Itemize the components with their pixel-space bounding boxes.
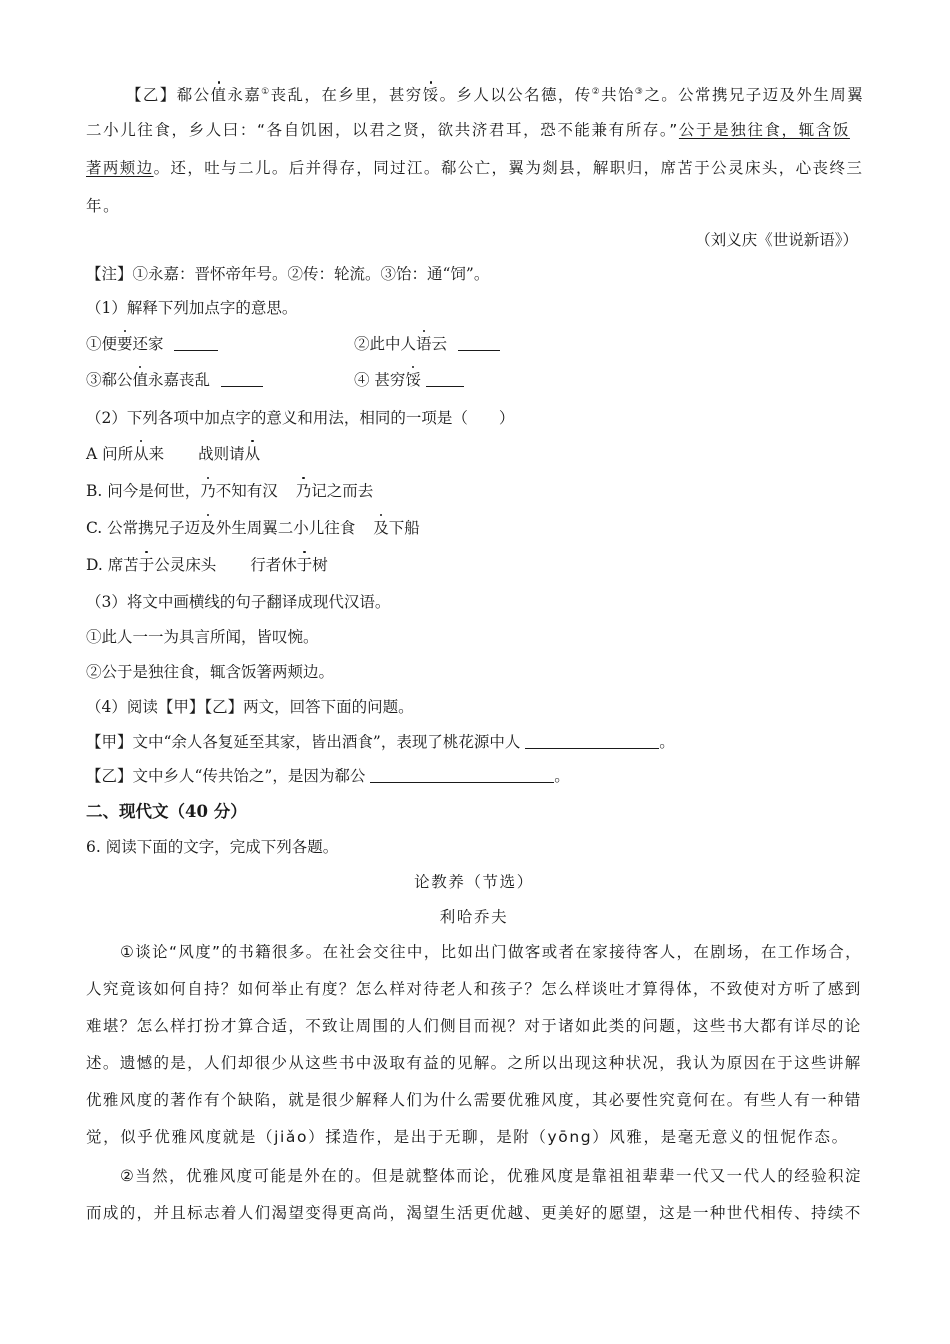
dotted-char: 及 bbox=[200, 519, 216, 537]
question-4-title: （4）阅读【甲】【乙】两文，回答下面的问题。 bbox=[86, 698, 414, 716]
answer-blank[interactable] bbox=[370, 768, 554, 783]
underlined-sentence: 著两颊边 bbox=[86, 159, 154, 177]
q4-jia: 【甲】文中“余人各复延至其家，皆出酒食”，表现了桃花源中人 。 bbox=[86, 733, 675, 751]
dotted-char: 要 bbox=[117, 335, 133, 353]
underlined-sentence: 公于是独往食，辄含饭 bbox=[678, 121, 850, 139]
answer-blank[interactable] bbox=[174, 336, 218, 351]
dotted-char: 馁 bbox=[422, 86, 440, 105]
passage-yi-line-3: 著两颊边。还，吐与二儿。后并得存，同过江。郗公亡，翼为剡县，解职归，席苫于公灵床头，心丧终三 bbox=[86, 159, 864, 177]
passage-yi-line-2: 二小儿往食，乡人曰：“各自饥困，以君之贤，欲共济君耳，恐不能兼有所存。”公于是独往食，辄含饭 bbox=[86, 121, 850, 139]
article-paragraph-2-line: ②当然，优雅风度可能是外在的。但是就整体而论，优雅风度是靠祖祖辈辈一代又一代人的经验积淀 bbox=[120, 1167, 862, 1185]
answer-blank[interactable] bbox=[458, 336, 500, 351]
article-paragraph-1-line: 优雅风度的著作有个缺陷，就是很少解释人们为什么需要优雅风度，其必要性究竟何在。有些人有一种错 bbox=[86, 1091, 862, 1109]
dotted-char: 馁 bbox=[405, 371, 421, 389]
dotted-char: 值 bbox=[132, 371, 149, 389]
q2-option-a: A 问所从来 战则请从 bbox=[86, 445, 261, 463]
q3-sentence-1: ①此人一一为具言所闻，皆叹惋。 bbox=[86, 628, 319, 646]
dotted-char: 从 bbox=[133, 445, 149, 463]
passage-yi-line-1: 【乙】郗公值永嘉①丧乱，在乡里，甚穷馁。乡人以公名德，传②共饴③之。公常携兄子迈及外生周翼 bbox=[126, 86, 864, 105]
article-paragraph-1-line: 人究竟该如何自持？如何举止有度？怎么样对待老人和孩子？怎么样谈吐才算得体，不致使对方听了感到 bbox=[86, 980, 862, 998]
question-1-title: （1）解释下列加点字的意思。 bbox=[86, 299, 298, 317]
q3-sentence-2: ②公于是独往食，辄含饭箸两颊边。 bbox=[86, 663, 335, 681]
article-paragraph-1-line: 述。遗憾的是，人们却很少从这些书中汲取有益的见解。之所以出现这种状况，我认为原因在于这些讲解 bbox=[86, 1054, 862, 1072]
article-paragraph-1-line: 觉，似乎优雅风度就是（jiǎo）揉造作，是出于无聊，是附（yōng）风雅，是毫无意义的忸怩作态。 bbox=[86, 1128, 849, 1146]
section-heading: 二、现代文（40 分） bbox=[86, 802, 247, 821]
answer-blank[interactable] bbox=[525, 734, 659, 749]
dotted-char: 乃 bbox=[295, 482, 312, 500]
dotted-char: 于 bbox=[138, 556, 155, 574]
q2-option-d: D. 席苫于公灵床头 行者休于树 bbox=[86, 556, 328, 574]
q1-item-4: ④ 甚穷馁 bbox=[354, 370, 464, 390]
question-3-title: （3）将文中画横线的句子翻译成现代汉语。 bbox=[86, 593, 391, 611]
dotted-char: 及 bbox=[373, 519, 389, 537]
answer-blank[interactable] bbox=[221, 372, 263, 387]
dotted-char: 值 bbox=[210, 86, 228, 105]
dotted-char: 乃 bbox=[200, 482, 216, 500]
dotted-char: 语 bbox=[416, 335, 432, 353]
q2-option-c: C. 公常携兄子迈及外生周翼二小儿往食 及下船 bbox=[86, 519, 420, 537]
article-paragraph-1-line: 难堪？怎么样打扮才算合适，不致让周围的人们侧目而视？对于诸如此类的问题，这些书大都有详尽的论 bbox=[86, 1017, 862, 1035]
q1-item-2: ②此中人语云 bbox=[354, 334, 500, 354]
q2-option-b: B. 问今是何世，乃不知有汉 乃记之而去 bbox=[86, 482, 374, 500]
article-paragraph-1-line: ①谈论“风度”的书籍很多。在社会交往中，比如出门做客或者在家接待客人，在剧场，在工作场合， bbox=[120, 943, 862, 961]
question-6-intro: 6. 阅读下面的文字，完成下列各题。 bbox=[86, 838, 339, 856]
notes: 【注】①永嘉：晋怀帝年号。②传：轮流。③饴：通“饲”。 bbox=[86, 265, 490, 283]
passage-source: （刘义庆《世说新语》） bbox=[695, 231, 858, 249]
article-title: 论教养（节选） bbox=[414, 873, 534, 891]
article-author: 利哈乔夫 bbox=[439, 908, 509, 926]
passage-yi-line-4: 年。 bbox=[86, 197, 121, 215]
dotted-char: 于 bbox=[296, 556, 313, 574]
q4-yi: 【乙】文中乡人“传共饴之”，是因为郗公 。 bbox=[86, 767, 570, 785]
dotted-char: 从 bbox=[244, 445, 261, 463]
q1-item-3: ③郗公值永嘉丧乱 bbox=[86, 370, 263, 390]
q1-item-1: ①便要还家 bbox=[86, 334, 218, 354]
answer-blank[interactable] bbox=[426, 372, 464, 387]
question-2-title: （2）下列各项中加点字的意义和用法，相同的一项是（ ） bbox=[86, 409, 515, 427]
article-paragraph-2-line: 而成的，并且标志着人们渴望变得更高尚，渴望生活更优越、更美好的愿望，这是一种世代相传、持续不 bbox=[86, 1204, 862, 1222]
